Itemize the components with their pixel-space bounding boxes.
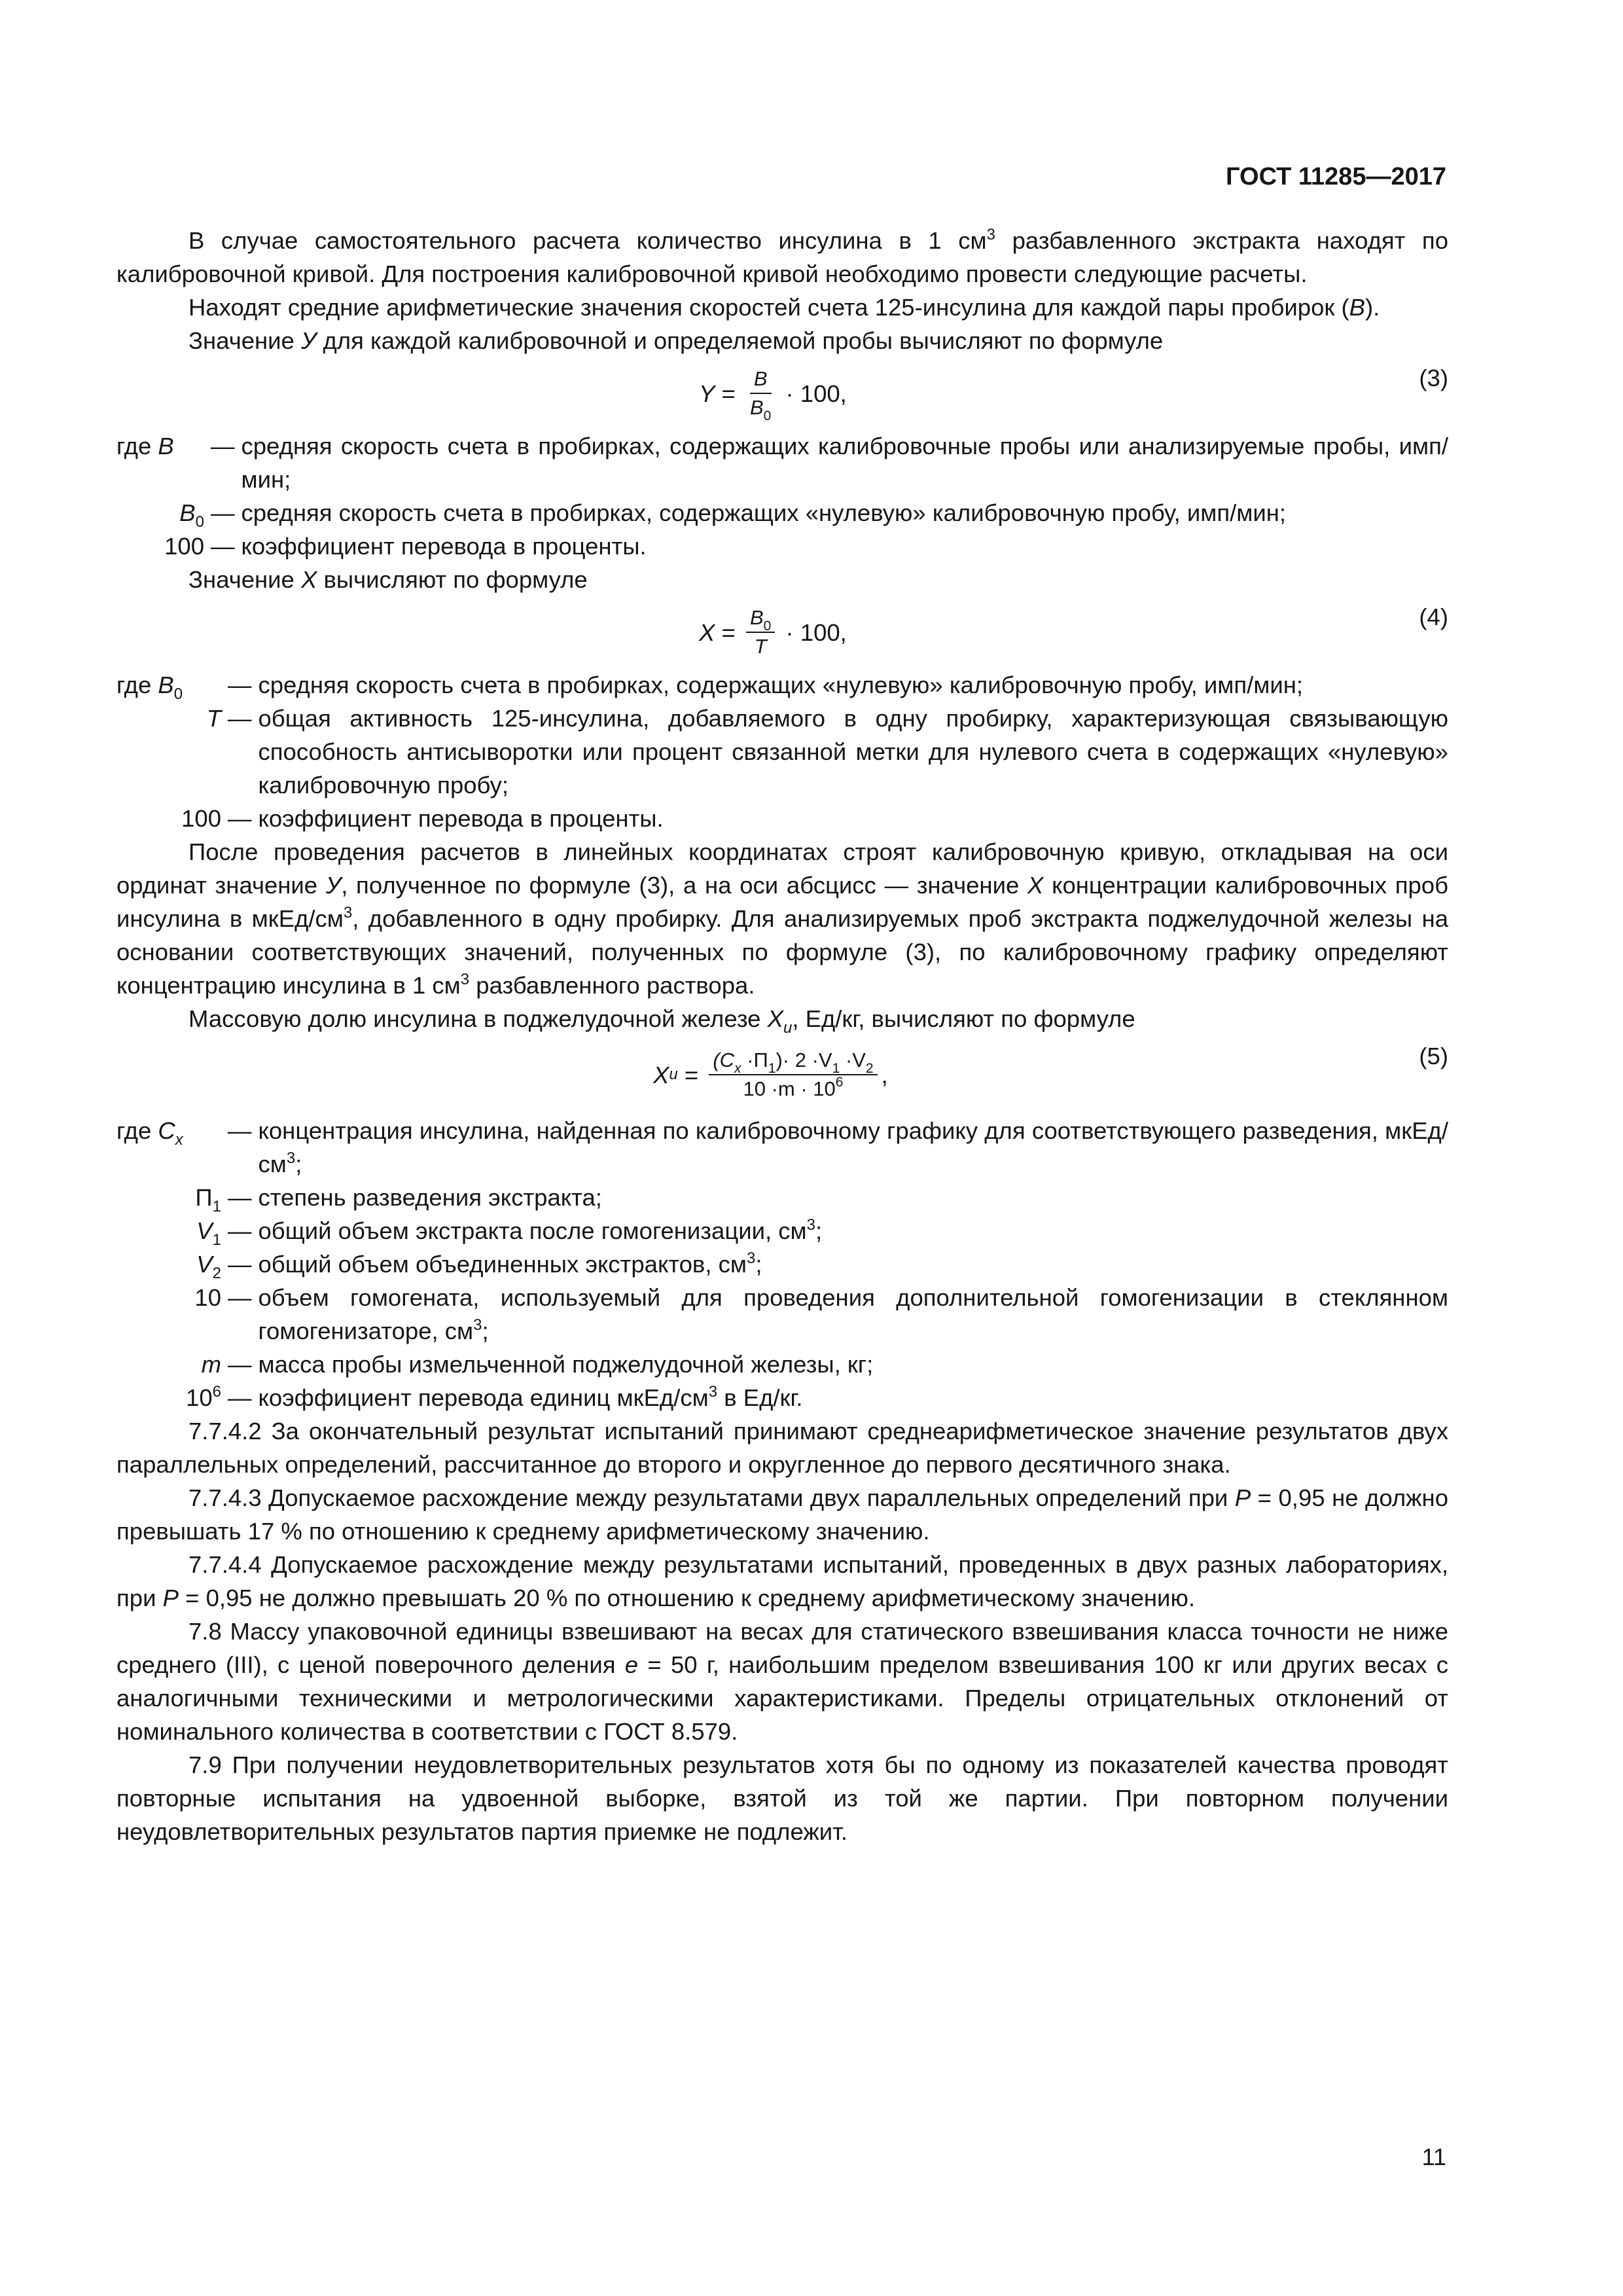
- document-code: ГОСТ 11285—2017: [1226, 163, 1446, 190]
- legend-item: $V_2$ — общий объем объединенных экстрактов, $см^3$;: [196, 1249, 762, 1282]
- paragraph-calibration-intro: В случае самостоятельного расчета количество инсулина в 1 $см^3$ разбавленного экстракта находят по калибровочной кривой. Для построения калибровочной кривой необходимо провести следующие расчеты.: [116, 226, 1448, 287]
- formula-5-fraction: $\frac{(C_x \cdot П_1)\cdot 2 \cdot V_1 \cdot V_2}{10 \cdot m \cdot 10^6}$: [709, 1049, 877, 1101]
- formula-3-fraction: $\frac{B}{B_0}$: [749, 367, 772, 423]
- legend-item: $V_1$ — общий объем экстракта после гомогенизации, $см^3$;: [196, 1216, 823, 1249]
- legend-item: $П_1$ — степень разведения экстракта;: [195, 1184, 602, 1215]
- paragraph-7-9: 7.9 При получении неудовлетворительных результатов хотя бы по одному из показателей качества проводят повторные испытания на удвоенной выборке, взятой из той же партии. При повторном получении неудовлетворительных результатов партия приемке не подлежит.: [116, 1751, 1448, 1845]
- formula-5-expression: X и = $\frac{(C_x \cdot П_1)\cdot 2 \cdot V_1 \cdot V_2}{10 \cdot m \cdot 10^6}$ ,: [653, 1049, 888, 1100]
- legend-item: 100 — коэффициент перевода в проценты.: [181, 805, 664, 832]
- formula-3-expression: Y = $\frac{B}{B_0}$ · 100,: [699, 367, 847, 423]
- document-body: [116, 224, 1448, 1848]
- formula-4-expression: X = $\frac{B_0}{T}$ · 100,: [699, 606, 847, 658]
- paragraph-7-8: 7.8 Массу упаковочной единицы взвешивают на весах для статического взвешивания класса точности не ниже среднего (III), с ценой поверочного деления е = 50 г, наибольшим пределом взвешивания 100 кг или других весах с аналогичными техническими и метрологическими характеристиками. Пределы отрицательных отклонений от номинального количества в соответствии с ГОСТ 8.579.: [116, 1618, 1448, 1745]
- formula-4: [116, 596, 1448, 668]
- legend-item: 10 — объем гомогената, используемый для проведения дополнительной гомогенизации в стеклянном гомогенизаторе, $см^3$;: [194, 1284, 1448, 1344]
- paragraph-calibration-curve: После проведения расчетов в линейных координатах строят калибровочную кривую, откладывая на оси ординат значение У, полученное по формуле (3), а на оси абсцисс — значение X концентрации калибровочных проб инсулина в мкЕд/$см^3$, добавленного в одну пробирку. Для анализируемых проб экстракта поджелудочной железы на основании соответствующих значений, полученных по формуле (3), по калибровочному графику определяют концентрацию инсулина в 1 $см^3$ разбавленного раствора.: [116, 838, 1448, 999]
- legend-item: где $B_0$ — средняя скорость счета в пробирках, содержащих «нулевую» калибровочную пробу, имп/мин;: [116, 672, 1304, 703]
- paragraph-mass-fraction-intro: Массовую долю инсулина в поджелудочной железе $X_и$, Ед/кг, вычисляют по формуле: [188, 1005, 1135, 1037]
- paragraph-7-7-4-3: 7.7.4.3 Допускаемое расхождение между результатами двух параллельных определений при P = 0,95 не должно превышать 17 % по отношению к среднему арифметическому значению.: [116, 1484, 1448, 1545]
- page-number: 11: [1421, 2144, 1446, 2170]
- formula-5: [116, 1035, 1448, 1114]
- paragraph-x-intro: Значение X вычисляют по формуле: [188, 566, 588, 593]
- legend-formula-3: [116, 429, 1448, 563]
- paragraph-7-7-4-4: 7.7.4.4 Допускаемое расхождение между результатами испытаний, проведенных в двух разных лабораториях, при P = 0,95 не должно превышать 20 % по отношению к среднему арифметическому значению.: [116, 1551, 1448, 1611]
- paragraph-7-7-4-2: 7.7.4.2 За окончательный результат испытаний принимают среднеарифметическое значение результатов двух параллельных определений, рассчитанное до второго и округленное до первого десятичного знака.: [116, 1418, 1448, 1478]
- legend-item: где $C_x$ — концентрация инсулина, найденная по калибровочному графику для соответствующего разведения, мкЕд/$см^3$;: [116, 1117, 1448, 1177]
- legend-item: m — масса пробы измельченной поджелудочной железы, кг;: [201, 1351, 874, 1378]
- legend-formula-5: [116, 1114, 1448, 1414]
- legend-item: где B — средняя скорость счета в пробирках, содержащих калибровочные пробы или анализируемые пробы, имп/мин;: [116, 433, 1448, 493]
- formula-4-fraction: $\frac{B_0}{T}$: [746, 606, 775, 658]
- legend-formula-4: [116, 668, 1448, 835]
- formula-3-number: (3): [1419, 365, 1448, 391]
- paragraph-mean-counts: Находят средние арифметические значения скоростей счета 125-инсулина для каждой пары пробирок (B).: [188, 294, 1380, 321]
- paragraph-y-intro: Значение У для каждой калибровочной и определяемой пробы вычисляют по формуле: [188, 327, 1164, 354]
- formula-4-number: (4): [1419, 603, 1448, 630]
- legend-item: $10^6$ — коэффициент перевода единиц мкЕд/$см^3$ в Ед/кг.: [186, 1383, 803, 1411]
- formula-5-number: (5): [1419, 1043, 1448, 1069]
- legend-item: $B_0$ — средняя скорость счета в пробирках, содержащих «нулевую» калибровочную пробу, имп/мин;: [179, 499, 1287, 531]
- legend-item: T — общая активность 125-инсулина, добавляемого в одну пробирку, характеризующая связывающую способность антисыворотки или процент связанной метки для нулевого счета в содержащих «нулевую» калибровочную пробу;: [206, 705, 1448, 798]
- formula-3: [116, 357, 1448, 429]
- legend-item: 100 — коэффициент перевода в проценты.: [164, 533, 647, 560]
